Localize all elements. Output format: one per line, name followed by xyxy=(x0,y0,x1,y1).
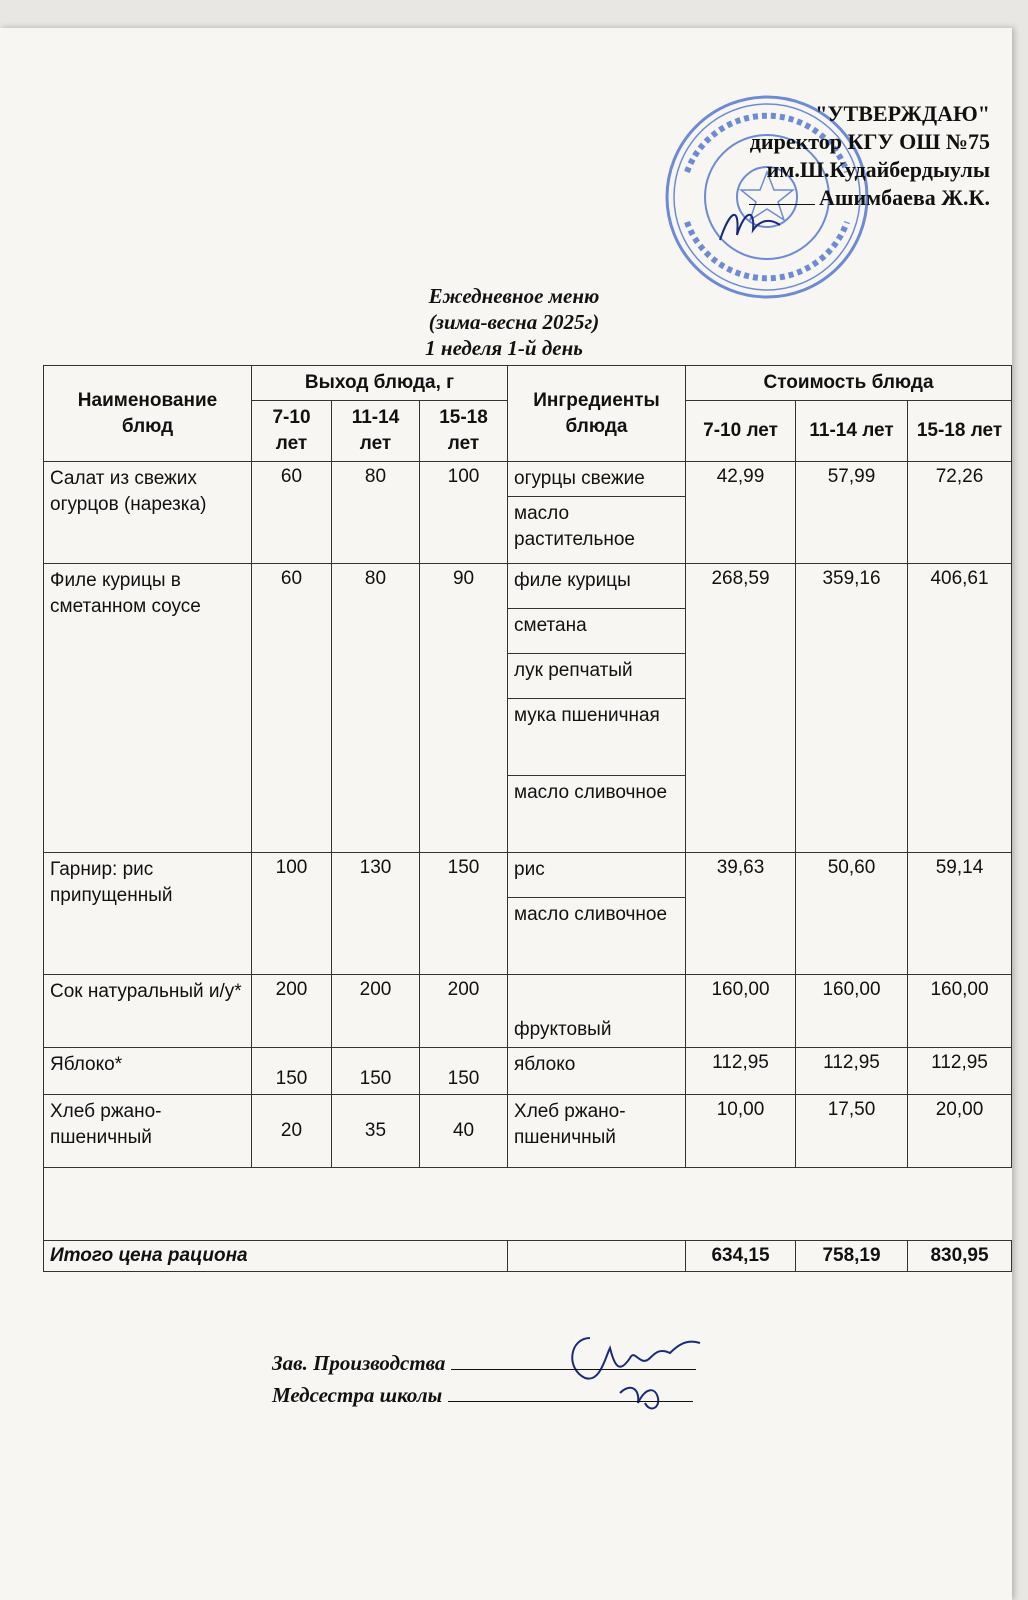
approval-block xyxy=(690,100,990,212)
approval-school: им.Ш.Кудайбердыулы xyxy=(766,157,990,182)
cost-cell: 72,26 xyxy=(908,462,1012,564)
yield-cell: 20 xyxy=(252,1095,332,1168)
dish-name: Яблоко* xyxy=(44,1048,252,1095)
header-cost-age-1: 7-10 лет xyxy=(686,401,796,462)
header-yield: Выход блюда, г xyxy=(252,366,508,401)
yield-cell: 200 xyxy=(420,975,508,1048)
cost-cell: 359,16 xyxy=(796,564,908,853)
table-row xyxy=(44,564,1012,609)
total-cost-cell: 758,19 xyxy=(796,1241,908,1272)
table-row xyxy=(44,853,1012,898)
table-row xyxy=(44,1095,1012,1168)
cost-cell: 50,60 xyxy=(796,853,908,975)
cost-cell: 57,99 xyxy=(796,462,908,564)
cost-cell: 160,00 xyxy=(796,975,908,1048)
signatures-block xyxy=(272,1347,696,1411)
ingredient-cell: мука пшеничная xyxy=(508,699,686,776)
yield-cell: 150 xyxy=(420,1048,508,1095)
ingredient-cell: лук репчатый xyxy=(508,654,686,699)
approval-name-line xyxy=(690,184,990,212)
title-line-3: 1 неделя 1-й день xyxy=(425,336,583,360)
yield-cell: 200 xyxy=(252,975,332,1048)
header-yield-age-1: 7-10 лет xyxy=(252,401,332,462)
cost-cell: 112,95 xyxy=(796,1048,908,1095)
total-cost-cell: 830,95 xyxy=(908,1241,1012,1272)
production-label: Зав. Производства xyxy=(272,1351,446,1375)
header-cost-age-3: 15-18 лет xyxy=(908,401,1012,462)
ingredient-cell: рис xyxy=(508,853,686,898)
ingredient-cell: филе курицы xyxy=(508,564,686,609)
cost-cell: 10,00 xyxy=(686,1095,796,1168)
signature-line xyxy=(448,1383,693,1402)
ingredient-cell: яблоко xyxy=(508,1048,686,1095)
ingredient-cell: Хлеб ржано-пшеничный xyxy=(508,1095,686,1168)
cost-cell: 268,59 xyxy=(686,564,796,853)
cost-cell: 20,00 xyxy=(908,1095,1012,1168)
yield-cell: 150 xyxy=(420,853,508,975)
approval-name: Ашимбаева Ж.К. xyxy=(819,185,990,210)
yield-cell: 150 xyxy=(332,1048,420,1095)
header-yield-age-2: 11-14 лет xyxy=(332,401,420,462)
total-cost-cell: 634,15 xyxy=(686,1241,796,1272)
cost-cell: 42,99 xyxy=(686,462,796,564)
header-cost: Стоимость блюда xyxy=(686,366,1012,401)
nurse-label: Медсестра школы xyxy=(272,1383,443,1407)
cost-cell: 406,61 xyxy=(908,564,1012,853)
menu-table xyxy=(43,365,1012,1272)
total-ingredient-cell xyxy=(508,1241,686,1272)
cost-cell: 112,95 xyxy=(686,1048,796,1095)
ingredient-cell: сметана xyxy=(508,609,686,654)
menu-title xyxy=(0,283,1028,361)
empty-cell xyxy=(44,1168,1012,1241)
cost-cell: 160,00 xyxy=(908,975,1012,1048)
dish-name: Филе курицы в сметанном соусе xyxy=(44,564,252,853)
total-label: Итого цена рациона xyxy=(44,1241,508,1272)
header-cost-age-2: 11-14 лет xyxy=(796,401,908,462)
cost-cell: 39,63 xyxy=(686,853,796,975)
ingredient-cell: масло сливочное xyxy=(508,776,686,853)
yield-cell: 80 xyxy=(332,564,420,853)
yield-cell: 200 xyxy=(332,975,420,1048)
yield-cell: 100 xyxy=(252,853,332,975)
dish-name: Салат из свежих огурцов (нарезка) xyxy=(44,462,252,564)
yield-cell: 60 xyxy=(252,462,332,564)
dish-name: Сок натуральный и/у* xyxy=(44,975,252,1048)
signature-line xyxy=(451,1351,696,1370)
header-yield-age-3: 15-18 лет xyxy=(420,401,508,462)
yield-cell: 150 xyxy=(252,1048,332,1095)
empty-row xyxy=(44,1168,1012,1241)
signature-nurse xyxy=(272,1379,696,1411)
approval-heading: "УТВЕРЖДАЮ" xyxy=(815,101,990,126)
title-line-1: Ежедневное меню xyxy=(428,284,600,308)
ingredient-cell: масло сливочное xyxy=(508,898,686,975)
table-row xyxy=(44,462,1012,497)
cost-cell: 59,14 xyxy=(908,853,1012,975)
table-row xyxy=(44,1048,1012,1095)
ingredient-cell: масло растительное xyxy=(508,497,686,564)
header-name: Наименование блюд xyxy=(44,366,252,462)
approval-position: директор КГУ ОШ №75 xyxy=(749,129,990,154)
signature-line xyxy=(749,186,815,205)
yield-cell: 35 xyxy=(332,1095,420,1168)
header-ingredients: Ингредиенты блюда xyxy=(508,366,686,462)
yield-cell: 40 xyxy=(420,1095,508,1168)
yield-cell: 100 xyxy=(420,462,508,564)
cost-cell: 160,00 xyxy=(686,975,796,1048)
yield-cell: 80 xyxy=(332,462,420,564)
yield-cell: 60 xyxy=(252,564,332,853)
yield-cell: 90 xyxy=(420,564,508,853)
total-row xyxy=(44,1241,1012,1272)
yield-cell: 130 xyxy=(332,853,420,975)
title-line-2: (зима-весна 2025г) xyxy=(428,310,600,334)
ingredient-cell: огурцы свежие xyxy=(508,462,686,497)
cost-cell: 17,50 xyxy=(796,1095,908,1168)
cost-cell: 112,95 xyxy=(908,1048,1012,1095)
signature-production xyxy=(272,1347,696,1379)
ingredient-cell: фруктовый xyxy=(508,975,686,1048)
dish-name: Хлеб ржано-пшеничный xyxy=(44,1095,252,1168)
dish-name: Гарнир: рис припущенный xyxy=(44,853,252,975)
table-row xyxy=(44,975,1012,1048)
